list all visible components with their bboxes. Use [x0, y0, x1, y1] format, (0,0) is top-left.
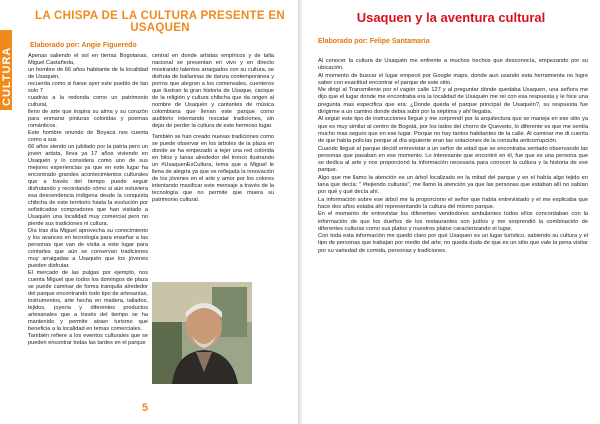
paragraph: Cuando llegué al parque decidí entrevistar a un señor de edad que se encontraba sentado observando las personas que pasaban en ese momento. Lo interesante que encontré en él, fue que es una persona que se dedica al arte y nos proporcionó la información necesaria para conocer la cultura y la historia de ese parque. [318, 145, 588, 174]
page-number: 5 [142, 402, 149, 414]
paragraph: central en donde artistas empíricos y de talla nacional se presentan en vivo y en directo mostrando talentos arraigados con su cultura, se disfruta de bailarinas de danza contemporánea y porros que alegran a los comensales, cuenteros que ilustran la gran historia de Usaque, cacique de la religión y cultura chibcha que da origen al nombre de Usaquén y cantantes de música colombiana que llenan este parque como auditorio intentando rescatar tradiciones, sin dejar de perder la cultura de este hermoso lugar. [152, 53, 274, 129]
paragraph: Al conocer la cultura de Usaquén me enfrente a muchos hechos que desconocía, empezando por su ubicación. [318, 58, 588, 72]
paragraph: Al momento de buscar el lugar empecé por Google maps, donde aun usando esta herramienta no logre saber con exactitud encontrar el parque de este sitio. [318, 72, 588, 86]
paragraph: Con toda esta información me quedó claro por qué Usaquen es un lugar turístico, sabiendo su cultura y el tipo de personas que trabajan por medio del arte; no queda duda de que es un sitio que vale la pena visitar por su variedad de comida, personas y tradiciones. [318, 233, 588, 254]
paragraph: Este hombre oriundo de Boyacá nos cuenta como a sus [28, 130, 148, 143]
paragraph: También refiere a los eventos culturales que se pueden encontrar todas las tardes en el parque [28, 333, 148, 346]
paragraph: 66 años siendo un jubilado por la patria pero un joven artista, lleva ya 17 años viviendo en Usaquén y lo considera como uno de sus mejores experiencias ya que en este lugar ha encontrado grandes acontecimientos culturales que a través del tiempo puede seguir disfrutando y recordando cómo si aún estuviera esa descendencia indígena desde la conquista chibcha de este territorio hasta la evolución por sofisticados compradores que han visitado a Usaquén una localidad muy comercial pero no pierde sus tradiciones ni cultura. [28, 144, 148, 227]
paragraph: cuadras a la redonda como un patrimonio cultural, [28, 95, 148, 108]
paragraph: Me dirigí al Transmilenio por el vagón calle 127 y al preguntar dónde quedaba Usaquen, una señora me dijo que el lugar donde me encontraba era la localidad de Usaquén me rei con esa respuesta y le hice una pregunta mas especifica que era: ¿Donde queda el parque principal de Usaquén?, su respuesta fue dirigirme a un camino donde debía subir por la séptima y ahí llegaba. [318, 87, 588, 116]
left-article-title: LA CHISPA DE LA CULTURA PRESENTE EN USAQUEN [35, 10, 285, 34]
paragraph: Al seguir este tipo de instrucciones llegué y me sorprendí por la arquitectura que se maneja en ese sitio ya que es muy similar al centro de Bogotá, por los lados del chorro de Quevedo, lo diferente es que me sentía mucho mas seguro que en ese lugar. Porque no hay tantos habitantes de la calle. Al caminar me di cuenta de que había policías porque al día siguiente eran las votaciones de la consulta anticorrupción. [318, 116, 588, 145]
paragraph: La información sobre ese árbol me la proporciono el señor que había entrevistado y el me explicaba que hace dos años estaba ahí representando la cultura del mismo parque. [318, 196, 588, 210]
left-page [0, 0, 298, 424]
paragraph: Algo que me llamo la atención es un árbol localizado en la mitad del parque y en el había algo tejido en lana que decía: " #tejiendo culturas", me llamo la atención ya que las personas que estaban allí no sabían por qué y qué decía ahí. [318, 174, 588, 196]
paragraph: recuerda como si fuese ayer este pueblo de tan solo 7 [28, 81, 148, 94]
left-column-2 [152, 53, 274, 279]
paragraph: En el momento de entrevistar los diferentes vendedores ambulantes todos ellos concordaban con la información de que los dueños de los restaurantes son judíos y me sorprendió la combinación de diferentes culturas como sus platos y nuestros platos caracterizando el lugar. [318, 211, 588, 232]
left-author: Elaborado por: Angie Figueredo [30, 42, 137, 49]
section-tab-label: CULTURA [1, 46, 13, 106]
paragraph: Apenas saliendo el sol en tierras Bogotanas, Miguel Castañeda, [28, 53, 148, 66]
paragraph: El mercado de las pulgas por ejemplo, nos cuenta Miguel que todos los domingos de plaza se puede caminar de forma tranquila alrededor del parque encontrando todo tipo de artesanías, instrumentos, arte hecha en madera, tallados, tejidos, joyería y diferentes productos artesanales que a través del tiempo se ha mantenido y permite atraer turismo que beneficia a la localidad en temas comerciales. [28, 270, 148, 332]
portrait-photo [152, 282, 252, 384]
left-column-1 [28, 53, 148, 398]
paragraph: También se han creado nuevas tradiciones como se puede observar en los árboles de la plaza en donde se ha empezado a tejer una red colorida en hilos y lanas alrededor del tronco ilustrando un #UsaquenEsCultura, tema que a Miguel le llena de alegría ya que ve reflejada la innovación de los jóvenes en el arte y amor por los colores intentando masificar este mensaje a través de la tecnología que no permite que muera su patrimonio cultural. [152, 134, 274, 203]
paragraph: lleno de arte que inspira su alma y su corazón para enmarar pinturas coloridas y poemas románticos. [28, 109, 148, 129]
right-author: Elaborado por: Felipe Santamaria [318, 38, 430, 45]
section-tab [0, 30, 12, 110]
portrait-photo-icon [152, 282, 252, 384]
paragraph: un hombre de 66 años habitante de la localidad de Usaquén, [28, 67, 148, 80]
right-article-body [318, 58, 588, 255]
paragraph: Día tras día Miguel aprovecha su conocimiento y los avances en tecnología para enseñar a las personas que van de visita a este lugar para contarles que aún se conservan tradiciones muy arraigadas a Usaquén que los jóvenes pueden disfrutar. [28, 228, 148, 269]
right-article-title: Usaquen y la aventura cultural [356, 10, 546, 25]
